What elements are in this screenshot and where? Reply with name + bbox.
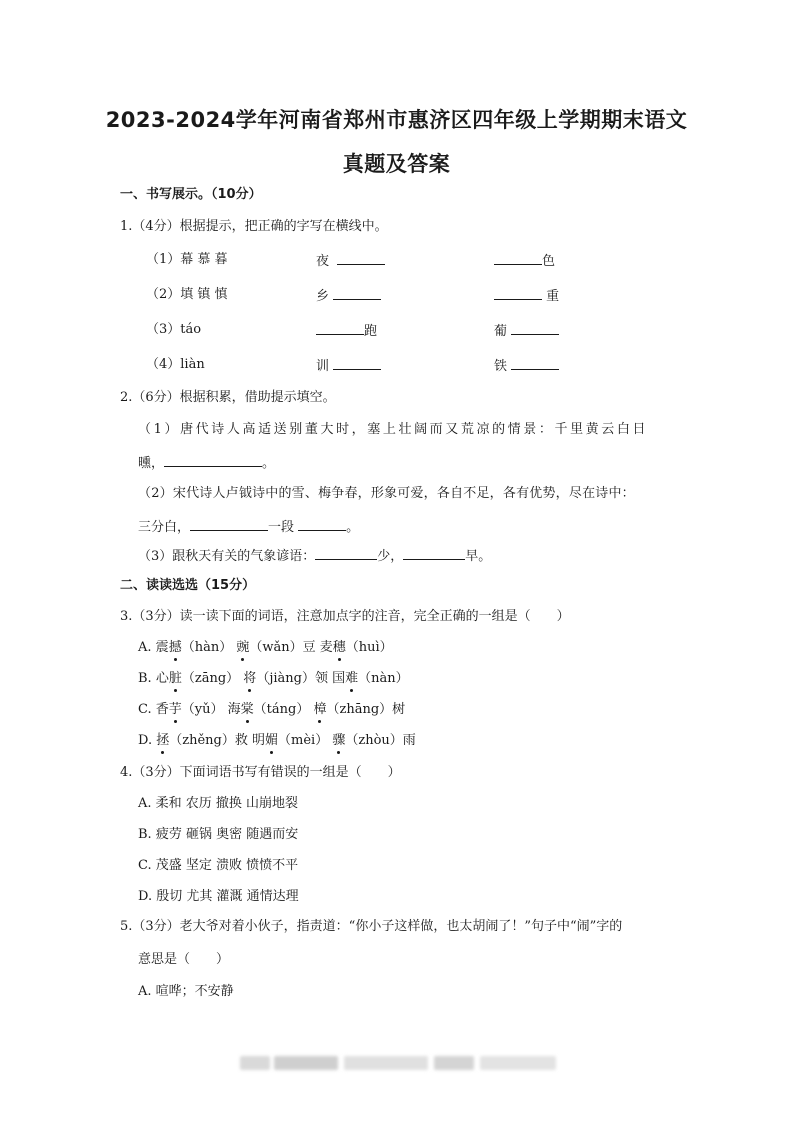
q2-part1-prefix: 曛， — [138, 456, 165, 471]
q1-row2-right — [494, 286, 559, 306]
dotted-char: 撼 — [168, 640, 182, 655]
q2-part2-line1: （2）宋代诗人卢钺诗中的雪、梅争春，形象可爱，各自不足，各有优势，尽在诗中： — [138, 486, 635, 501]
q1-row4-right-char: 铁 — [494, 359, 508, 374]
dotted-char: 骤 — [332, 733, 346, 748]
q1-row2-left — [316, 286, 381, 306]
q1-row3-left-blank[interactable] — [316, 321, 364, 335]
section-2-heading: 二、读读选选（15分） — [120, 578, 256, 593]
q1-row1-right-blank[interactable] — [494, 251, 542, 265]
option-text: （wǎn）豆 麦 — [249, 640, 333, 655]
option-text: 震 — [155, 640, 169, 655]
q3-option-a[interactable] — [138, 639, 393, 657]
q2-part2-line2 — [138, 517, 359, 537]
q1-row4-left-blank[interactable] — [333, 356, 381, 370]
dotted-char: 拯 — [156, 733, 170, 748]
q1-row1-left-char: 夜 — [316, 254, 330, 269]
option-text: （zhěng）救 明 — [169, 733, 265, 748]
q2-part2-prefix: 三分白， — [138, 520, 191, 535]
q1-row1-hint: （1）幕 慕 暮 — [146, 252, 228, 267]
q5-option-a[interactable]: A. 喧哗；不安静 — [138, 984, 234, 999]
q2-part1-line1: （1）唐代诗人高适送别董大时，塞上壮阔而又荒凉的情景：千里黄云白日 — [138, 422, 649, 437]
q1-row3-hint: （3）táo — [146, 322, 202, 337]
q1-row1-left — [316, 251, 385, 271]
q2-part3-prefix: （3）跟秋天有关的气象谚语： — [138, 549, 316, 564]
option-text: （zāng） — [181, 671, 244, 686]
dotted-char: 穗 — [332, 640, 346, 655]
option-label: A. — [138, 640, 152, 655]
dotted-char: 樟 — [313, 702, 327, 717]
title-line-2: 真题及答案 — [342, 152, 451, 176]
q2-part1-suffix: 。 — [262, 456, 276, 471]
dotted-char: 豌 — [236, 640, 250, 655]
q3-option-d[interactable] — [138, 732, 416, 750]
q3-stem: 3.（3分）读一读下面的词语，注意加点字的注音，完全正确的一组是（ ） — [120, 609, 570, 624]
q1-row4-left-char: 训 — [316, 359, 330, 374]
q2-part3-blank-1[interactable] — [315, 546, 377, 560]
option-text: （hàn） — [181, 640, 233, 655]
q2-part2-suffix: 。 — [346, 520, 360, 535]
option-label: C. — [138, 702, 152, 717]
option-text: （mèi） — [278, 733, 333, 748]
q4-stem: 4.（3分）下面词语书写有错误的一组是（ ） — [120, 765, 401, 780]
q1-row2-left-blank[interactable] — [333, 286, 381, 300]
q1-row3-left-char: 跑 — [364, 324, 378, 339]
option-text: （huì） — [345, 640, 393, 655]
q1-row3-right-char: 葡 — [494, 324, 508, 339]
option-text: （jiàng）领 国 — [256, 671, 346, 686]
q3-option-b[interactable] — [138, 670, 409, 688]
q1-row4-right — [494, 356, 559, 376]
q1-row2-right-blank[interactable] — [494, 286, 542, 300]
q1-row3-left — [316, 321, 377, 341]
q2-part1-blank[interactable] — [164, 453, 262, 467]
q2-part2-blank-2[interactable] — [298, 517, 346, 531]
q1-row4-hint: （4）liàn — [146, 357, 205, 372]
q1-row4-left — [316, 356, 381, 376]
q2-part1-line2 — [138, 453, 275, 473]
q5-stem-line-1: 5.（3分）老大爷对着小伙子，指责道：“你小子这样做，也太胡闹了！”句子中“闹”字的 — [120, 919, 623, 934]
q4-option-a[interactable]: A. 柔和 农历 撤换 山崩地裂 — [138, 796, 299, 811]
q2-part2-blank-1[interactable] — [190, 517, 268, 531]
option-text: （yǔ） 海 — [181, 702, 241, 717]
option-text: （zhòu）雨 — [345, 733, 416, 748]
q5-stem-line-2: 意思是（ ） — [138, 952, 230, 967]
q1-row1-left-blank[interactable] — [337, 251, 385, 265]
dotted-char: 难 — [345, 671, 359, 686]
q1-row2-left-char: 乡 — [316, 289, 330, 304]
dotted-char: 棠 — [240, 702, 254, 717]
option-text: （nàn） — [358, 671, 409, 686]
q2-part2-middle: 一段 — [268, 520, 295, 535]
option-label: D. — [138, 733, 153, 748]
q4-option-b[interactable]: B. 疲劳 砸锅 奥密 随遇而安 — [138, 827, 299, 842]
option-text: （táng） — [253, 702, 314, 717]
q1-row4-right-blank[interactable] — [511, 356, 559, 370]
option-text: （zhāng）树 — [326, 702, 406, 717]
option-label: B. — [138, 671, 152, 686]
q1-row2-right-char: 重 — [546, 289, 560, 304]
q1-row1-right — [494, 251, 555, 271]
q1-row3-right-blank[interactable] — [511, 321, 559, 335]
q1-row1-right-char: 色 — [542, 254, 556, 269]
q1-row3-right — [494, 321, 559, 341]
dotted-char: 媚 — [265, 733, 279, 748]
q1-stem: 1.（4分）根据提示，把正确的字写在横线中。 — [120, 219, 388, 234]
q2-part3-middle: 少， — [377, 549, 404, 564]
q4-option-c[interactable]: C. 茂盛 坚定 溃败 愤愤不平 — [138, 858, 299, 873]
q2-part3-suffix: 早。 — [465, 549, 492, 564]
option-text: 香 — [155, 702, 169, 717]
q4-option-d[interactable]: D. 殷切 尤其 灌溉 通情达理 — [138, 889, 299, 904]
option-text: 心 — [155, 671, 169, 686]
title-line-1: 2023-2024学年河南省郑州市惠济区四年级上学期期末语文 — [105, 108, 688, 132]
q2-part3 — [138, 546, 491, 566]
dotted-char: 将 — [243, 671, 257, 686]
q1-row2-hint: （2）填 镇 慎 — [146, 287, 228, 302]
q2-stem: 2.（6分）根据积累，借助提示填空。 — [120, 390, 336, 405]
dotted-char: 芋 — [168, 702, 182, 717]
blurred-footer-watermark — [240, 1056, 556, 1070]
q3-option-c[interactable] — [138, 701, 405, 719]
q2-part3-blank-2[interactable] — [403, 546, 465, 560]
dotted-char: 脏 — [168, 671, 182, 686]
section-1-heading: 一、书写展示。（10分） — [120, 187, 262, 202]
